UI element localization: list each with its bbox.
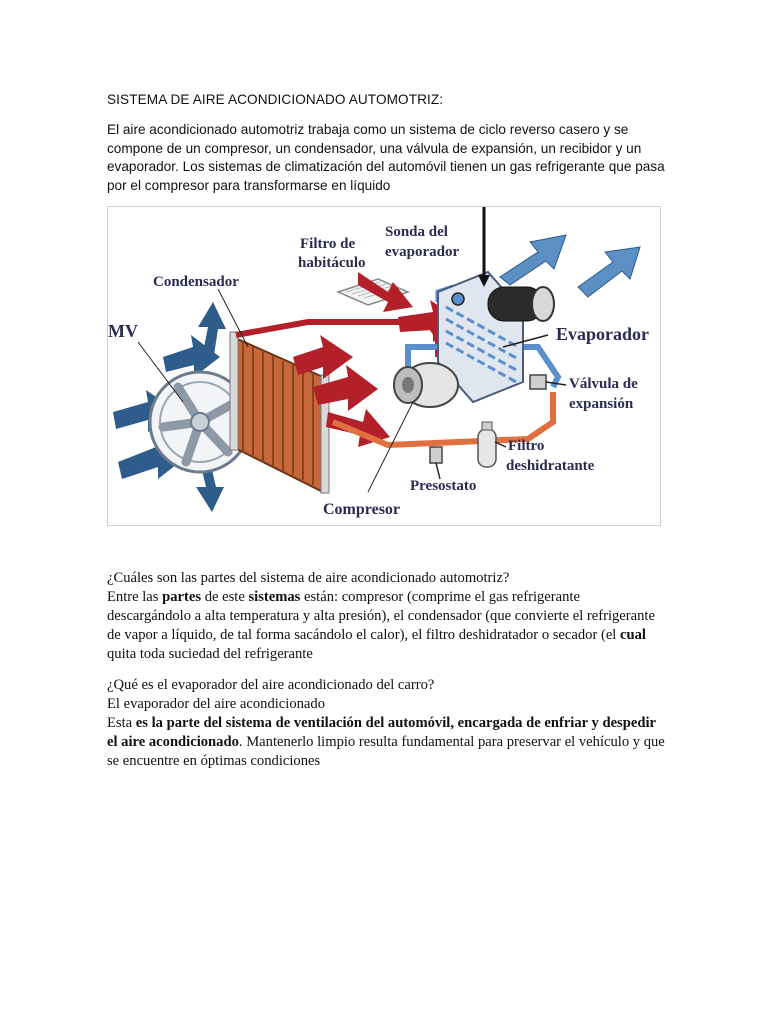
qa-evaporator-section (107, 676, 667, 771)
answer-evaporator (107, 714, 667, 771)
page-heading: SISTEMA DE AIRE ACONDICIONADO AUTOMOTRIZ: (107, 92, 444, 107)
answer-evaporator-bold: es la parte del sistema de ventilación del automóvil, encargada de enfriar y despedir el aire acondicionado (107, 715, 656, 750)
answer-parts-text-1: Entre las (107, 589, 163, 605)
label-filtro-habitaculo-1: Filtro de (300, 236, 356, 252)
qa-parts-section (107, 569, 667, 664)
answer-parts (107, 588, 667, 664)
label-filtro-habitaculo-2: habitáculo (298, 255, 366, 271)
hot-air-arrow-1 (293, 335, 353, 379)
answer-parts-bold-1: partes (162, 589, 202, 605)
answer-parts-text-2: de este (201, 589, 249, 605)
label-sonda-2: evaporador (385, 244, 460, 260)
label-presostato: Presostato (410, 478, 477, 494)
expansion-valve-icon (530, 375, 546, 389)
label-filtro-deshidratante-1: Filtro (508, 438, 545, 454)
question-evaporator: ¿Qué es el evaporador del aire acondicionado del carro? (107, 677, 435, 693)
ac-system-diagram (107, 206, 661, 526)
answer-parts-text-3: están: compresor (comprime el gas refrigerante descargándolo a alta temperatura y alta presión), el condensador (que convierte el refrigerante de vapor a líquido, de tal forma sacándolo el calor), el filtro deshidratador o secador (el (107, 589, 655, 643)
answer-evaporator-text-2: . Mantenerlo limpio resulta fundamental para preservar el vehículo y que se encuentre en óptimas condiciones (107, 734, 665, 769)
label-filtro-deshidratante-2: deshidratante (506, 458, 595, 474)
subtitle-evaporator: El evaporador del aire acondicionado (107, 696, 325, 712)
dehydrating-filter-icon (478, 422, 496, 467)
label-mv: MV (108, 321, 138, 341)
answer-parts-text-4: quita toda suciedad del refrigerante (107, 646, 313, 662)
evaporator-probe-icon (452, 293, 464, 305)
air-arrow-1 (500, 235, 566, 285)
label-compresor: Compresor (323, 501, 401, 518)
label-condensador: Condensador (153, 274, 239, 290)
compressor-icon (394, 363, 458, 407)
intro-paragraph: El aire acondicionado automotriz trabaja como un sistema de ciclo reverso casero y se compone de un compresor, un condensador, una válvula de expansión, un recibidor y un evaporador. Los sistemas de climatización del automóvil tienen un gas refrigerante que pasa por el compresor para transformarse en líquido (107, 122, 665, 193)
question-parts: ¿Cuáles son las partes del sistema de aire acondicionado automotriz? (107, 570, 510, 586)
pointer-presostato (436, 463, 440, 479)
answer-evaporator-text-1: Esta (107, 715, 136, 731)
label-evaporador: Evaporador (556, 324, 650, 344)
label-sonda-1: Sonda del (385, 224, 448, 240)
air-arrow-2 (578, 247, 640, 297)
pressure-switch-icon (430, 447, 442, 463)
answer-parts-bold-2: sistemas (248, 589, 301, 605)
answer-parts-bold-3: cual (620, 627, 646, 643)
label-valvula-1: Válvula de (569, 376, 638, 392)
label-valvula-2: expansión (569, 396, 634, 412)
diagram-svg (108, 207, 661, 526)
